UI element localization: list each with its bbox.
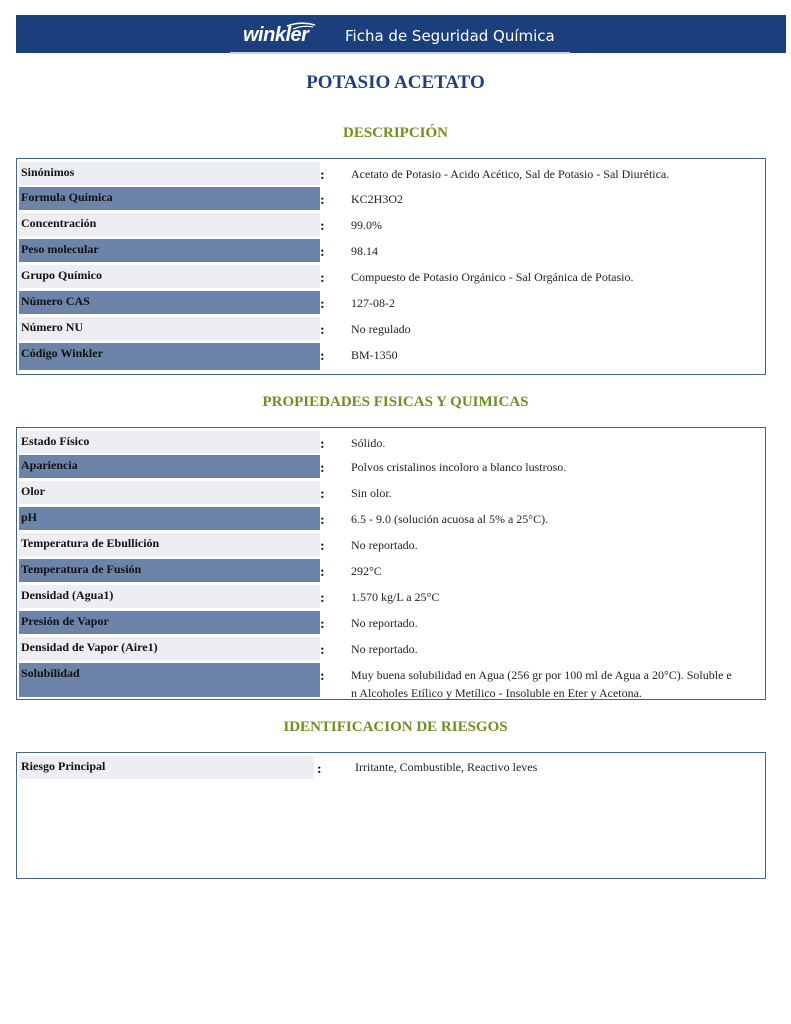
table-row [17,291,765,314]
table-row [17,187,765,210]
row-colon: : [320,219,325,234]
row-colon: : [320,297,325,312]
table-row [17,317,765,340]
row-label: Estado Físico [19,431,320,453]
row-colon: : [320,349,325,364]
row-label: Concentración [19,213,320,236]
row-colon: : [320,487,325,502]
table-row [17,239,765,262]
propiedades-table [16,427,766,700]
table-row [17,507,765,530]
row-value-line: n Alcoholes Etílico y Metílico - Insoluble en Eter y Acetona. [351,686,642,700]
row-label: Densidad de Vapor (Aire1) [19,637,320,660]
row-label: Temperatura de Ebullición [19,533,320,556]
row-value: 98.14 [351,244,378,258]
row-colon: : [320,193,325,208]
riesgos-table [16,752,766,879]
row-label: Temperatura de Fusión [19,559,320,582]
row-value: KC2H3O2 [351,192,404,206]
row-value: BM-1350 [351,348,398,362]
table-row [17,559,765,582]
row-label: Código Winkler [19,343,320,370]
row-value: Sólido. [351,436,386,450]
row-value: 6.5 - 9.0 (solución acuosa al 5% a 25°C). [351,512,549,526]
row-value: No reportado. [351,538,418,552]
row-value: 99.0% [351,218,382,232]
table-row [17,663,765,700]
row-colon: : [320,591,325,606]
table-row [17,162,765,185]
row-colon: : [320,245,325,260]
table-row [17,756,765,779]
table-row [17,431,765,453]
table-row [17,637,765,660]
winkler-logo [243,22,323,48]
table-row [17,611,765,634]
row-colon: : [320,168,325,183]
row-colon: : [320,323,325,338]
row-value: Compuesto de Potasio Orgánico - Sal Orgánica de Potasio. [351,270,634,284]
row-colon: : [320,513,325,528]
row-value [351,666,763,702]
row-label: pH [19,507,320,530]
section-title-riesgos: IDENTIFICACION DE RIESGOS [283,719,508,735]
table-row [17,585,765,608]
row-label: Olor [19,481,320,504]
logo-text: winkler [243,24,309,46]
row-value: Irritante, Combustible, Reactivo leves [355,760,538,774]
row-colon: : [320,643,325,658]
row-colon: : [320,669,325,684]
row-colon: : [317,762,322,777]
row-label: Formula Química [19,187,320,210]
row-value: Polvos cristalinos incoloro a blanco lustroso. [351,460,567,474]
section-title-descripcion: DESCRIPCIÓN [342,125,448,141]
row-label: Peso molecular [19,239,320,262]
row-label: Presión de Vapor [19,611,320,634]
table-row [17,265,765,288]
row-colon: : [320,437,325,452]
row-value: Sin olor. [351,486,392,500]
row-colon: : [320,539,325,554]
table-row [17,481,765,504]
row-value: 1.570 kg/L a 25°C [351,590,440,604]
header-divider [230,52,570,54]
table-row [17,533,765,556]
row-colon: : [320,565,325,580]
row-value: No regulado [351,322,411,336]
row-label: Sinónimos [19,162,320,185]
row-label: Riesgo Principal [19,756,314,779]
row-label: Solubilidad [19,663,320,697]
header-title: Ficha de Seguridad Química [345,27,555,45]
row-label: Número CAS [19,291,320,314]
table-row [17,213,765,236]
row-label: Grupo Químico [19,265,320,288]
row-value: Acetato de Potasio - Acido Acético, Sal de Potasio - Sal Diurética. [351,167,670,181]
row-value: No reportado. [351,616,418,630]
row-value-line: Muy buena solubilidad en Agua (256 gr por 100 ml de Agua a 20°C). Soluble e [351,668,732,682]
row-label: Número NU [19,317,320,340]
table-row [17,343,765,370]
row-label: Densidad (Agua1) [19,585,320,608]
row-value: 292°C [351,564,382,578]
row-value: 127-08-2 [351,296,395,310]
page-title: POTASIO ACETATO [306,72,485,93]
row-value: No reportado. [351,642,418,656]
row-colon: : [320,617,325,632]
section-title-propiedades: PROPIEDADES FISICAS Y QUIMICAS [262,394,529,410]
descripcion-table [16,158,766,375]
row-colon: : [320,271,325,286]
table-row [17,455,765,478]
row-colon: : [320,461,325,476]
row-label: Apariencia [19,455,320,478]
